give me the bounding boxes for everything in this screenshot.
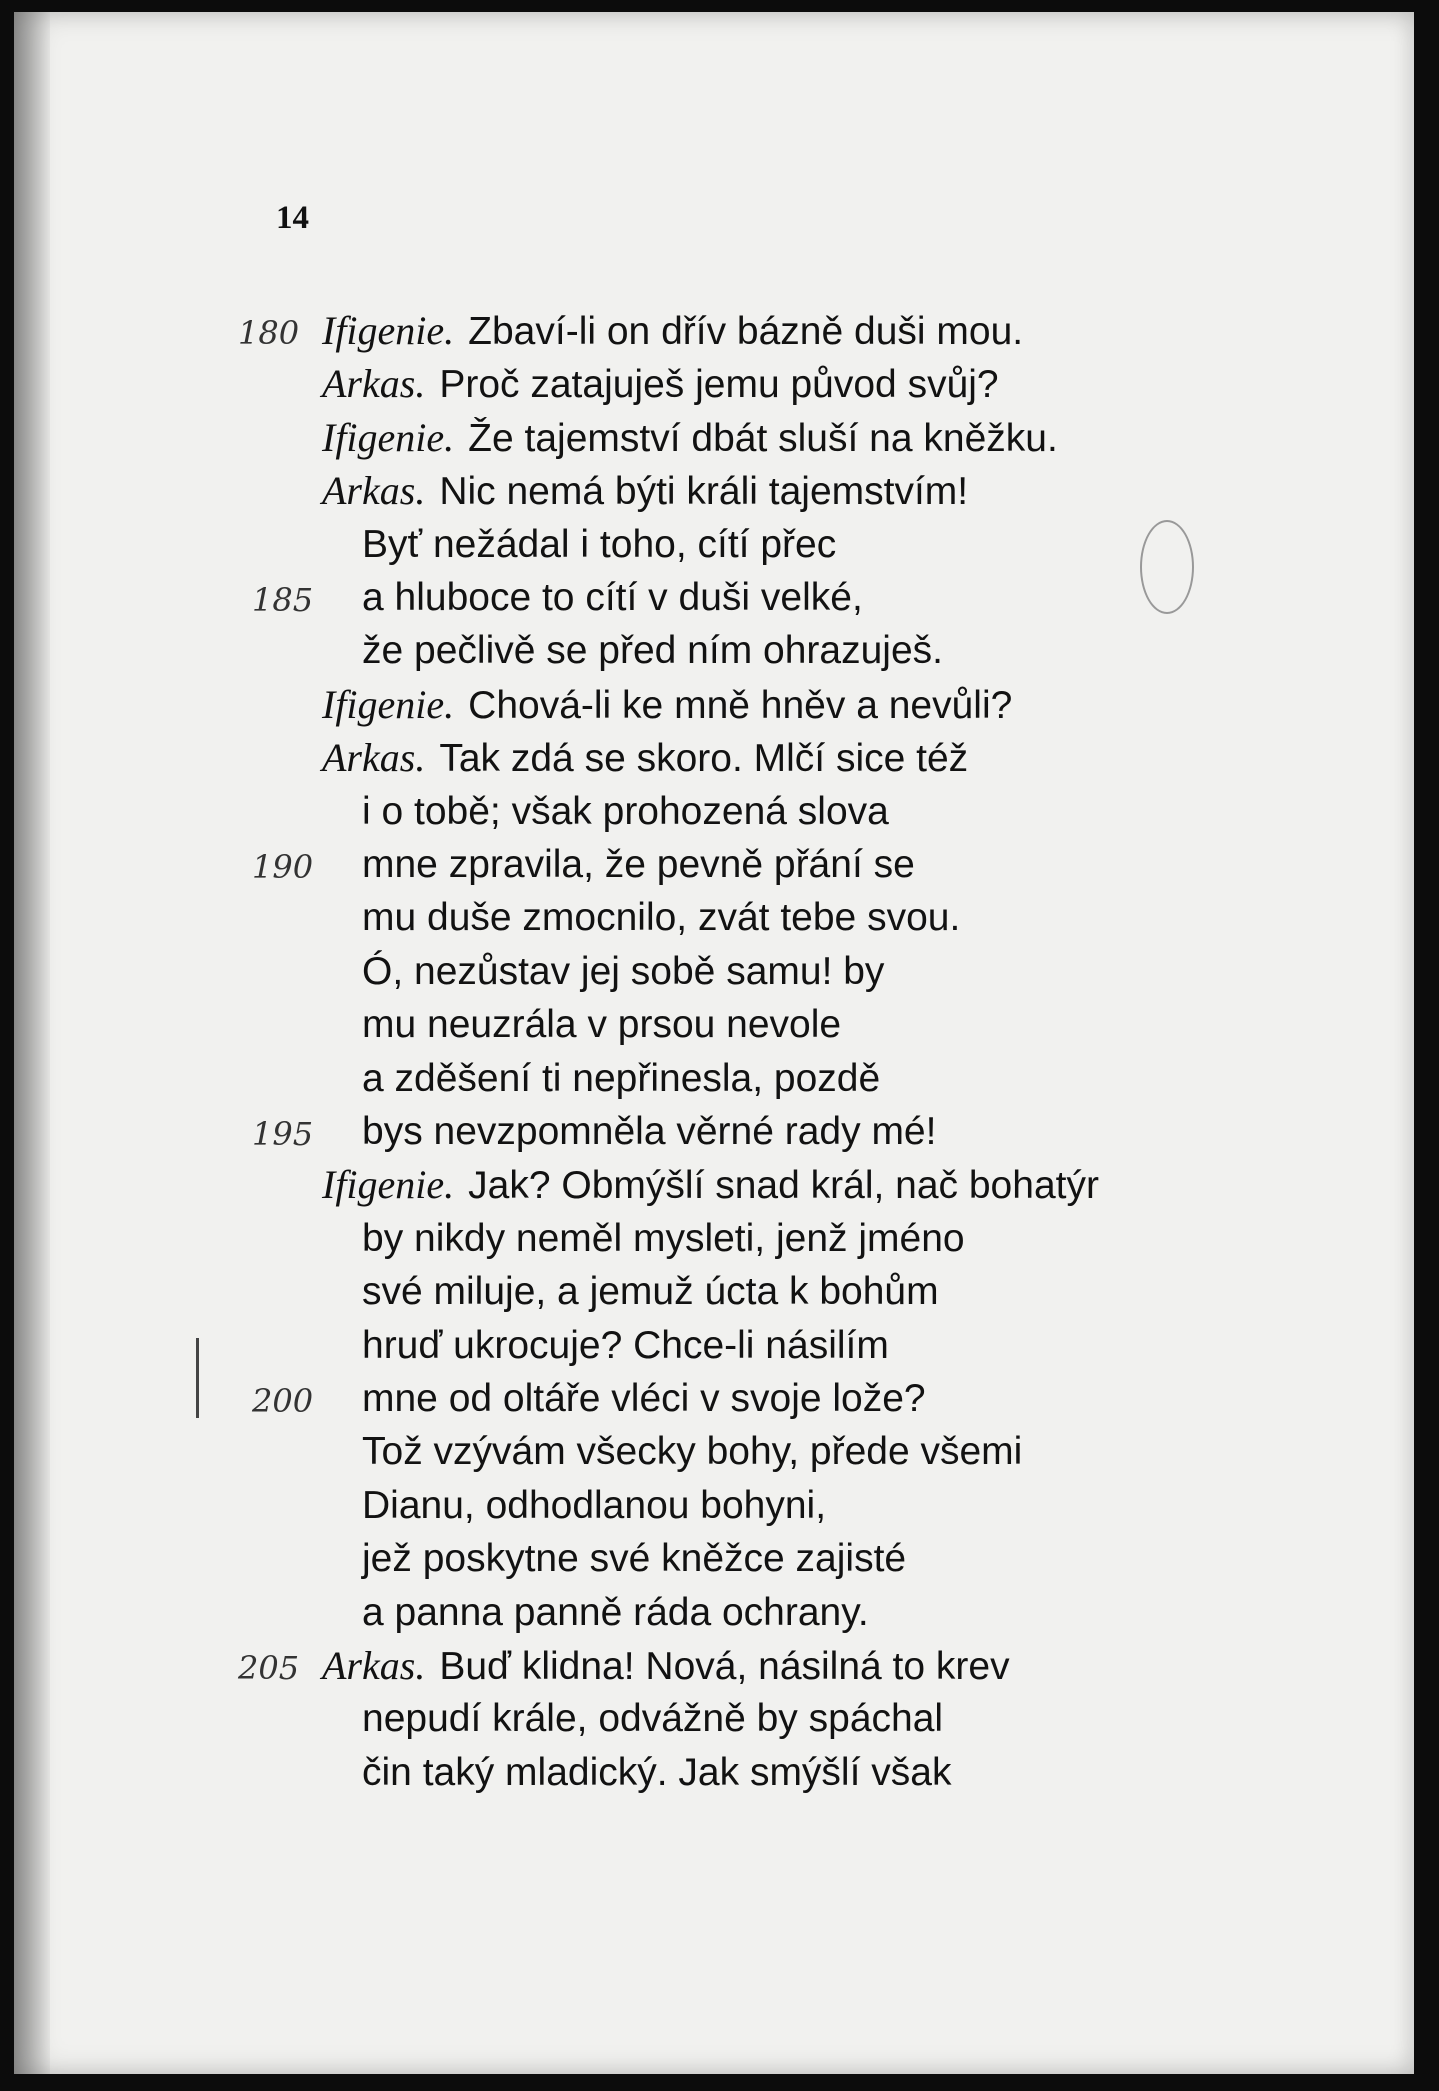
verse-line — [362, 839, 915, 891]
verse-line — [362, 1320, 889, 1372]
verse-line — [322, 305, 1023, 357]
verse-line — [362, 946, 884, 998]
verse-line-text: jež poskytne své kněžce zajisté — [362, 1537, 907, 1581]
verse-line-text: Proč zatajuješ jemu původ svůj? — [439, 363, 999, 407]
verse-line-text: Zbaví-li on dřív bázně duši mou. — [468, 310, 1024, 353]
speaker-name: Ifigenie. — [322, 1162, 455, 1208]
verse-line — [322, 732, 968, 784]
verse-line-text: bys nevzpomněla věrné rady mé! — [362, 1110, 937, 1153]
verse-line — [322, 358, 999, 410]
verse-line — [362, 1053, 880, 1105]
verse-line-text: a zděšení ti nepřinesla, pozdě — [362, 1056, 881, 1100]
pencil-scribble — [1140, 520, 1194, 614]
verse-line-text: a hluboce to cítí v duši velké, — [362, 576, 863, 619]
verse-line-text: Byť nežádal i toho, cítí přec — [362, 522, 837, 566]
verse-line — [322, 465, 968, 517]
verse-line — [362, 1106, 936, 1158]
verse-line — [362, 1213, 965, 1265]
verse-line — [362, 572, 863, 624]
verse-line-text: mu duše zmocnilo, zvát tebe svou. — [362, 896, 961, 940]
handwritten-line-number: 190 — [252, 848, 314, 886]
verse-line — [362, 1587, 869, 1639]
verse-line — [362, 1480, 826, 1532]
verse-line — [362, 892, 960, 944]
speaker-name: Ifigenie. — [322, 308, 455, 353]
verse-line — [362, 786, 889, 838]
speaker-name: Arkas. — [322, 1643, 426, 1688]
speaker-name: Ifigenie. — [322, 414, 455, 460]
verse-line-text: Jak? Obmýšlí snad král, nač bohatýr — [468, 1164, 1099, 1208]
verse-line — [362, 519, 836, 571]
verse-line — [322, 412, 1058, 464]
verse-line — [362, 1266, 939, 1318]
speaker-name: Arkas. — [322, 361, 426, 407]
verse-line-text: Dianu, odhodlanou bohyni, — [362, 1483, 827, 1527]
verse-line-text: nepudí krále, odvážně by spáchal — [362, 1697, 944, 1741]
verse-line-text: i o tobě; však prohozená slova — [362, 789, 889, 833]
verse-line — [362, 1693, 943, 1745]
pencil-vertical-mark — [196, 1338, 199, 1418]
verse-line-text: Buď klidna! Nová, násilná to krev — [439, 1645, 1010, 1688]
verse-line-text: Tak zdá se skoro. Mlčí sice též — [439, 737, 969, 781]
verse-line-text: mne od oltáře vléci v svoje lože? — [362, 1377, 926, 1420]
verse-line — [322, 1640, 1010, 1692]
verse-line-text: by nikdy neměl mysleti, jenž jméno — [362, 1216, 965, 1260]
verse-line-text: že pečlivě se před ním ohrazuješ. — [362, 629, 943, 673]
verse-line — [322, 679, 1012, 731]
verse-line — [362, 1533, 906, 1585]
speaker-name: Arkas. — [322, 468, 426, 514]
verse-line-text: Ó, nezůstav jej sobě samu! by — [362, 949, 885, 993]
handwritten-line-number: 200 — [252, 1382, 314, 1420]
verse-line-text: Tož vzývám všecky bohy, přede všemi — [362, 1430, 1023, 1474]
verse-line — [362, 1747, 951, 1799]
verse-line-text: mu neuzrála v prsou nevole — [362, 1003, 842, 1047]
verse-line — [362, 625, 943, 677]
verse-line-text: Chová-li ke mně hněv a nevůli? — [468, 683, 1013, 727]
verse-line-text: Že tajemství dbát sluší na kněžku. — [468, 416, 1058, 460]
speaker-name: Ifigenie. — [322, 681, 455, 727]
handwritten-line-number: 185 — [252, 581, 314, 619]
verse-line-text: své miluje, a jemuž úcta k bohům — [362, 1270, 939, 1314]
verse-line-text: a panna panně ráda ochrany. — [362, 1590, 869, 1634]
verse-line — [362, 1426, 1022, 1478]
verse-line-text: hruď ukrocuje? Chce-li násilím — [362, 1323, 889, 1367]
verse-line-text: čin taký mladický. Jak smýšlí však — [362, 1750, 952, 1794]
verse-line — [362, 1373, 926, 1425]
handwritten-line-number: 180 — [238, 314, 300, 352]
handwritten-line-number: 205 — [238, 1649, 300, 1687]
page-number: 14 — [276, 200, 309, 236]
verse-line-text: mne zpravila, že pevně přání se — [362, 843, 915, 886]
speaker-name: Arkas. — [322, 735, 426, 781]
verse-line-text: Nic nemá býti králi tajemstvím! — [439, 470, 969, 514]
verse-line — [362, 999, 841, 1051]
handwritten-line-number: 195 — [252, 1115, 314, 1153]
verse-line — [322, 1159, 1099, 1211]
